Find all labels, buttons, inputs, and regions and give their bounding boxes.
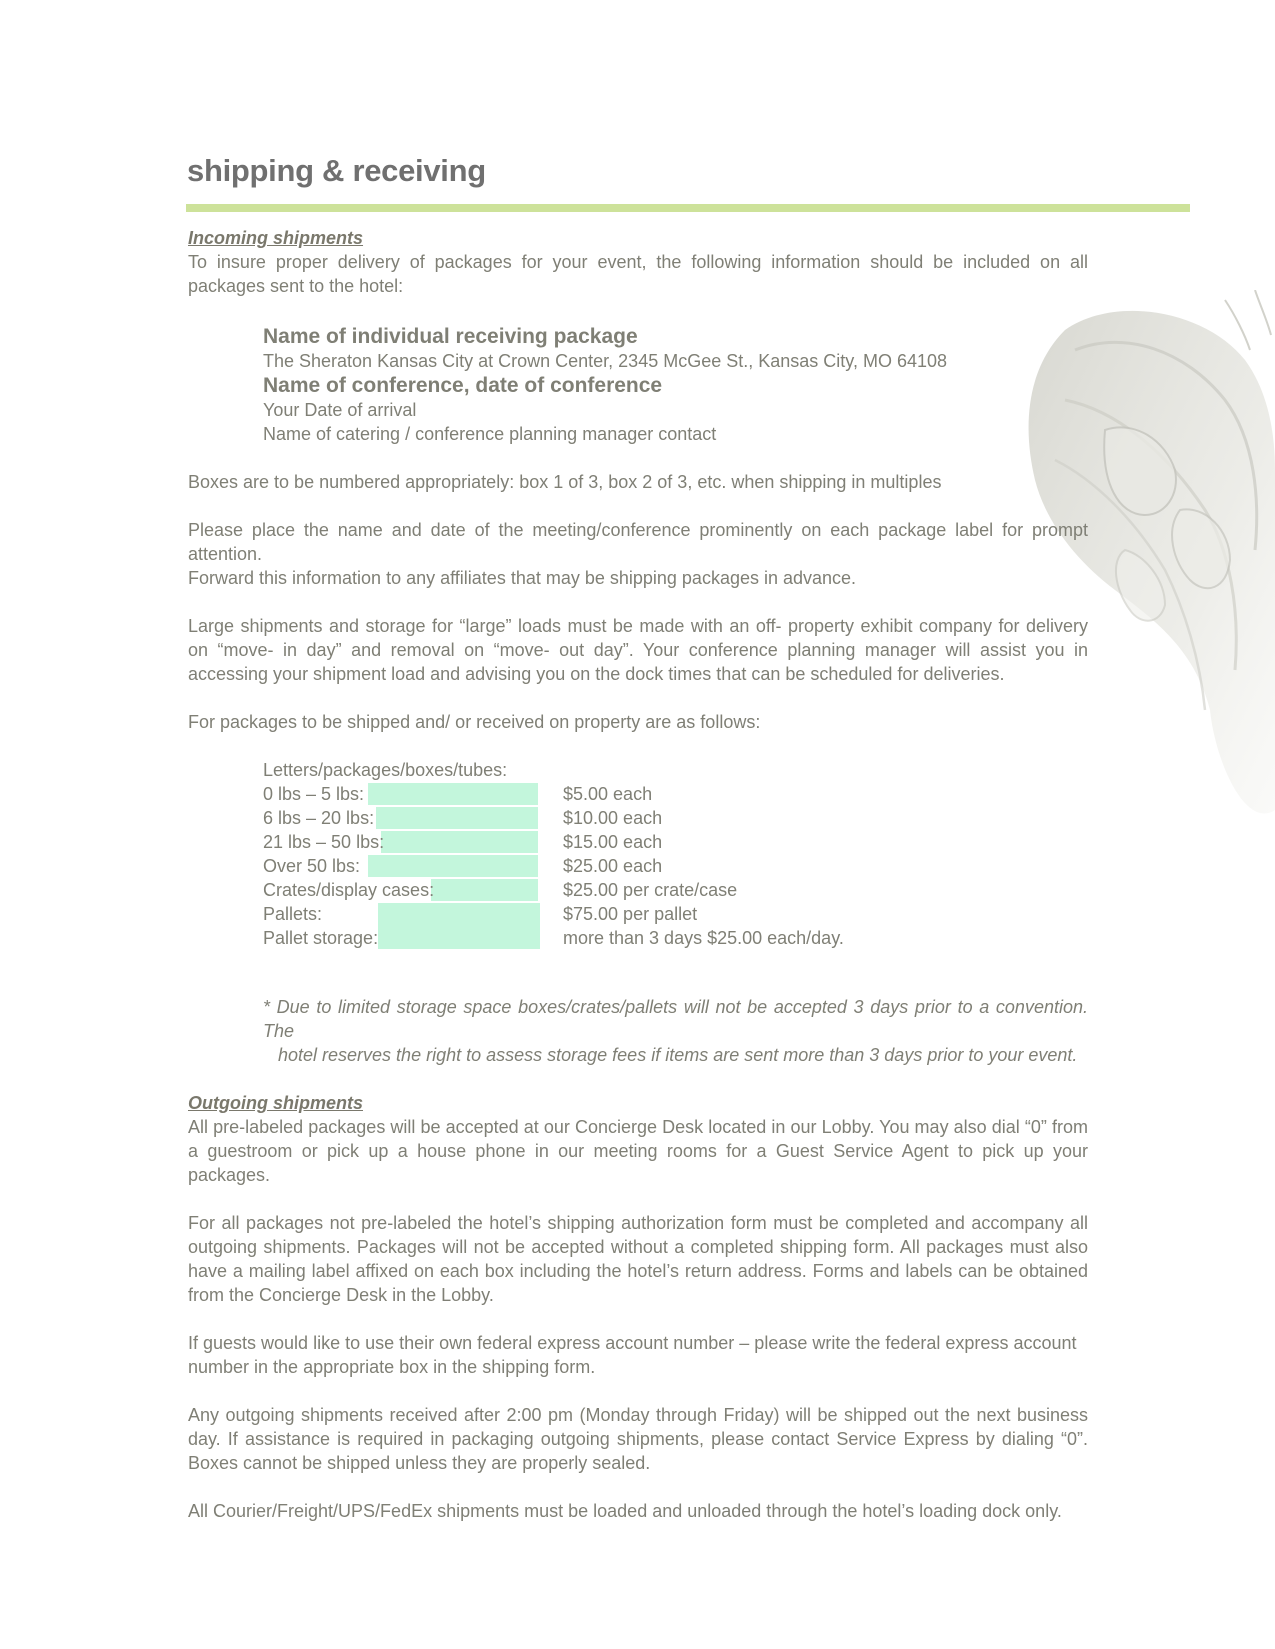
label-line-arrival: Your Date of arrival xyxy=(263,400,417,420)
outgoing-paragraph-cutoff: Any outgoing shipments received after 2:00 pm (Monday through Friday) will be shipped out the next business day. If assistance is required in packaging outgoing shipments, please contact Service Express by dialing “0”. Boxes cannot be shipped unless they are properly sealed. xyxy=(188,1405,1088,1473)
package-label-block xyxy=(263,324,1088,446)
outgoing-paragraph-dock: All Courier/Freight/UPS/FedEx shipments must be loaded and unloaded through the hotel’s loading dock only. xyxy=(188,1501,1062,1521)
rate-price: $15.00 each xyxy=(563,832,663,852)
title-divider xyxy=(186,204,1190,212)
label-line-conference: Name of conference, date of conference xyxy=(263,374,663,397)
rate-highlight xyxy=(368,855,538,877)
rates-intro: For packages to be shipped and/ or received on property are as follows: xyxy=(188,712,761,732)
rate-price: more than 3 days $25.00 each/day. xyxy=(563,928,844,948)
page-title: shipping & receiving xyxy=(187,153,486,188)
rate-price: $10.00 each xyxy=(563,808,663,828)
rate-label: Pallets: xyxy=(263,904,323,924)
rate-label: 6 lbs – 20 lbs: xyxy=(263,808,375,828)
rate-row xyxy=(263,830,1088,854)
rate-highlight xyxy=(381,831,538,853)
storage-note xyxy=(263,995,1088,1067)
rate-price: $75.00 per pallet xyxy=(563,904,698,924)
outgoing-shipments-heading: Outgoing shipments xyxy=(188,1093,363,1113)
outgoing-paragraph-concierge: All pre-labeled packages will be accepted at our Concierge Desk located in our Lobby. You may also dial “0” from a guestroom or pick up a house phone in our meeting rooms for a Guest Service Agent to pick up your packages. xyxy=(188,1117,1088,1185)
label-line-manager: Name of catering / conference planning manager contact xyxy=(263,424,717,444)
placement-line-2: Forward this information to any affiliates that may be shipping packages in advance. xyxy=(188,568,857,588)
outgoing-fedex-line-1: If guests would like to use their own federal express account number – please write the federal express account xyxy=(188,1333,1077,1353)
rate-label: Pallet storage: xyxy=(263,928,379,948)
rate-label: Crates/display cases: xyxy=(263,880,435,900)
rate-highlight xyxy=(368,783,538,805)
rate-row xyxy=(263,782,1088,806)
rate-highlight xyxy=(376,807,538,829)
storage-note-line-2: hotel reserves the right to assess storage fees if items are sent more than 3 days prior to your event. xyxy=(278,1045,1078,1065)
rate-row xyxy=(263,854,1088,878)
incoming-shipments-heading: Incoming shipments xyxy=(188,228,364,248)
rates-header: Letters/packages/boxes/tubes: xyxy=(263,760,508,780)
rate-label: Over 50 lbs: xyxy=(263,856,361,876)
outgoing-fedex-line-2: number in the appropriate box in the shipping form. xyxy=(188,1357,596,1377)
rate-row xyxy=(263,878,1088,902)
rate-label: 21 lbs – 50 lbs: xyxy=(263,832,385,852)
numbering-paragraph: Boxes are to be numbered appropriately: box 1 of 3, box 2 of 3, etc. when shipping in multiples xyxy=(188,472,942,492)
large-shipments-paragraph: Large shipments and storage for “large” loads must be made with an off- property exhibit company for delivery on “move- in day” and removal on “move- out day”. Your conference planning manager will assist you in accessing your shipment load and advising you on the dock times that can be scheduled for deliveries. xyxy=(188,616,1088,684)
rate-highlight xyxy=(431,879,538,901)
rate-label: 0 lbs – 5 lbs: xyxy=(263,784,365,804)
rate-row xyxy=(263,926,1088,950)
rate-price: $25.00 per crate/case xyxy=(563,880,738,900)
rates-table xyxy=(263,758,1088,950)
incoming-intro: To insure proper delivery of packages for your event, the following information should be included on all packages sent to the hotel: xyxy=(188,252,1088,296)
label-line-address: The Sheraton Kansas City at Crown Center, 2345 McGee St., Kansas City, MO 64108 xyxy=(263,351,947,371)
rates-header-row xyxy=(263,758,1088,782)
storage-note-line-1: * Due to limited storage space boxes/crates/pallets will not be accepted 3 days prior to a convention. The xyxy=(263,997,1088,1041)
rate-row xyxy=(263,902,1088,926)
document-body xyxy=(188,226,1088,1523)
outgoing-paragraph-form: For all packages not pre-labeled the hotel’s shipping authorization form must be completed and accompany all outgoing shipments. Packages will not be accepted without a completed shipping form. All packages must also have a mailing label affixed on each box including the hotel’s return address. Forms and labels can be obtained from the Concierge Desk in the Lobby. xyxy=(188,1213,1088,1305)
placement-line-1: Please place the name and date of the meeting/conference prominently on each package label for prompt attention. xyxy=(188,520,1088,564)
rate-price: $5.00 each xyxy=(563,784,653,804)
rate-row xyxy=(263,806,1088,830)
rate-price: $25.00 each xyxy=(563,856,663,876)
label-line-recipient: Name of individual receiving package xyxy=(263,325,638,348)
